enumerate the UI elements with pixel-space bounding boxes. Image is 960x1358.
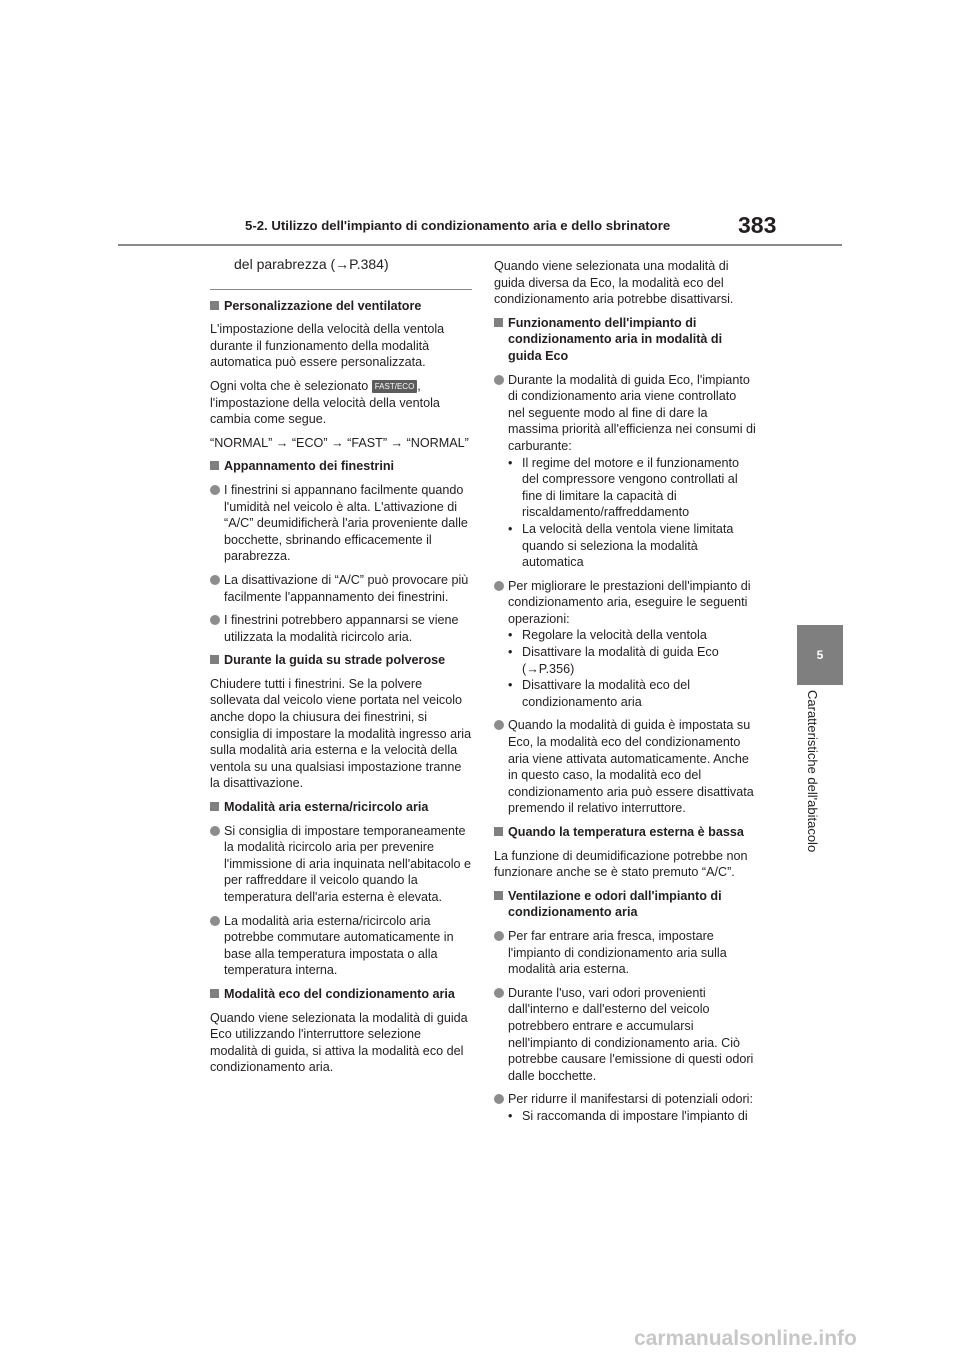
watermark: carmanualsonline.info bbox=[634, 1327, 857, 1350]
left-column bbox=[210, 256, 472, 1083]
chapter-side-label: Caratteristiche dell'abitacolo bbox=[805, 690, 820, 853]
fast-eco-button-icon: FAST/ECO bbox=[372, 380, 418, 393]
chapter-tab-number: 5 bbox=[816, 648, 824, 662]
continued-text: del parabrezza (→P.384) bbox=[234, 256, 389, 272]
chapter-title: 5-2. Utilizzo dell'impianto di condizionamento aria e dello sbrinatore bbox=[245, 218, 671, 233]
paragraph: Quando viene selezionata una modalità di guida diversa da Eco, la modalità eco del condizionamento aria potrebbe disattivarsi. bbox=[494, 259, 734, 307]
bullet-item: Quando la modalità di guida è impostata su Eco, la modalità eco del condizionamento aria viene attivata automaticamente. Anche in questo caso, la modalità eco del condizionamento aria può essere disattivata premendo il relativo interruttore. bbox=[494, 717, 756, 817]
heading-low-temperature: Quando la temperatura esterna è bassa bbox=[494, 824, 756, 841]
paragraph-fast-eco: Ogni volta che è selezionato FAST/ECO , l'impostazione della velocità della ventola cambia come segue. bbox=[210, 378, 440, 427]
bullet-item: Per ridurre il manifestarsi di potenziali odori: • Si raccomanda di impostare l'impianto di bbox=[494, 1091, 756, 1124]
bullet-item: I finestrini potrebbero appannarsi se viene utilizzata la modalità ricircolo aria. bbox=[210, 612, 472, 645]
heading-ventilation-odors: Ventilazione e odori dall'impianto di condizionamento aria bbox=[494, 888, 756, 921]
heading-dusty-roads: Durante la guida su strade polverose bbox=[210, 652, 472, 669]
heading-fan-customization: Personalizzazione del ventilatore bbox=[210, 298, 472, 315]
heading-outside-recirculation: Modalità aria esterna/ricircolo aria bbox=[210, 799, 472, 816]
page-number: 383 bbox=[738, 212, 777, 238]
sub-item: • Si raccomanda di impostare l'impianto di bbox=[508, 1108, 756, 1125]
bullet-item: La disattivazione di “A/C” può provocare più facilmente l'appannamento dei finestrini. bbox=[210, 572, 472, 605]
paragraph: Chiudere tutti i finestrini. Se la polvere sollevata dal veicolo viene portata nel veicolo anche dopo la chiusura dei finestrini, si consiglia di impostare la modalità ingresso aria sulla modalità aria esterna e la velocità della ventola su una qualsiasi impostazione tranne la disattivazione. bbox=[210, 676, 472, 791]
header-divider bbox=[118, 244, 842, 246]
sub-item: • Il regime del motore e il funzionamento del compressore vengono controllati al fine di limitare la capacità di riscaldamento/raffreddamento bbox=[508, 455, 756, 521]
bullet-item: Per far entrare aria fresca, impostare l'impianto di condizionamento aria sulla modalità aria esterna. bbox=[494, 928, 756, 978]
bullet-item: La modalità aria esterna/ricircolo aria potrebbe commutare automaticamente in base alla temperatura impostata o alla temperatura interna. bbox=[210, 913, 472, 979]
bullet-item: Durante la modalità di guida Eco, l'impianto di condizionamento aria viene controllato nel seguente modo al fine di dare la massima priorità all'efficienza nei consumi di carburante: • Il regime del motore e il funzionamento del compressore vengono controllati al fine di limitare la capacità di riscaldamento/raffreddamento • La velocità della ventola viene limitata quando si seleziona la modalità automatica bbox=[494, 372, 756, 571]
heading-eco-drive-operation: Funzionamento dell'impianto di condizionamento aria in modalità di guida Eco bbox=[494, 315, 756, 365]
sub-item: • Disattivare la modalità di guida Eco (→P.356) bbox=[508, 644, 756, 677]
bullet-item: Si consiglia di impostare temporaneamente la modalità ricircolo aria per prevenire l'immissione di aria inquinata nell'abitacolo e per raffreddare il veicolo quando la temperatura dell'aria esterna è elevata. bbox=[210, 823, 472, 906]
bullet-item: Durante l'uso, vari odori provenienti dall'interno e dall'esterno del veicolo potrebbero entrare e accumularsi nell'impianto di condizionamento aria. Ciò potrebbe causare l'emissione di questi odori dalle bocchette. bbox=[494, 985, 756, 1085]
section-divider bbox=[210, 289, 472, 290]
paragraph-mode-sequence: “NORMAL” → “ECO” → “FAST” → “NORMAL” bbox=[210, 435, 469, 450]
sub-item: • Disattivare la modalità eco del condizionamento aria bbox=[508, 677, 756, 710]
heading-window-fogging: Appannamento dei finestrini bbox=[210, 458, 472, 475]
paragraph: L'impostazione della velocità della ventola durante il funzionamento della modalità automatica può essere personalizzata. bbox=[210, 322, 445, 370]
paragraph: La funzione di deumidificazione potrebbe non funzionare anche se è stato premuto “A/C”. bbox=[494, 848, 748, 880]
bullet-item: Per migliorare le prestazioni dell'impianto di condizionamento aria, eseguire le seguenti operazioni: • Regolare la velocità della ventola • Disattivare la modalità di guida Eco (→P.356) • Disattivare la modalità eco del condizionamento aria bbox=[494, 578, 756, 711]
heading-eco-mode: Modalità eco del condizionamento aria bbox=[210, 986, 472, 1003]
sub-item: • Regolare la velocità della ventola bbox=[508, 627, 756, 644]
sub-item: • La velocità della ventola viene limitata quando si seleziona la modalità automatica bbox=[508, 521, 756, 571]
paragraph: Quando viene selezionata la modalità di guida Eco utilizzando l'interruttore selezione modalità di guida, si attiva la modalità eco del condizionamento aria. bbox=[210, 1010, 468, 1075]
bullet-item: I finestrini si appannano facilmente quando l'umidità nel veicolo è alta. L'attivazione di “A/C” deumidificherà l'aria proveniente dalle bocchette, sbrinando efficacemente il parabrezza. bbox=[210, 482, 472, 565]
chapter-tab[interactable] bbox=[797, 625, 843, 685]
right-column bbox=[494, 258, 756, 1132]
